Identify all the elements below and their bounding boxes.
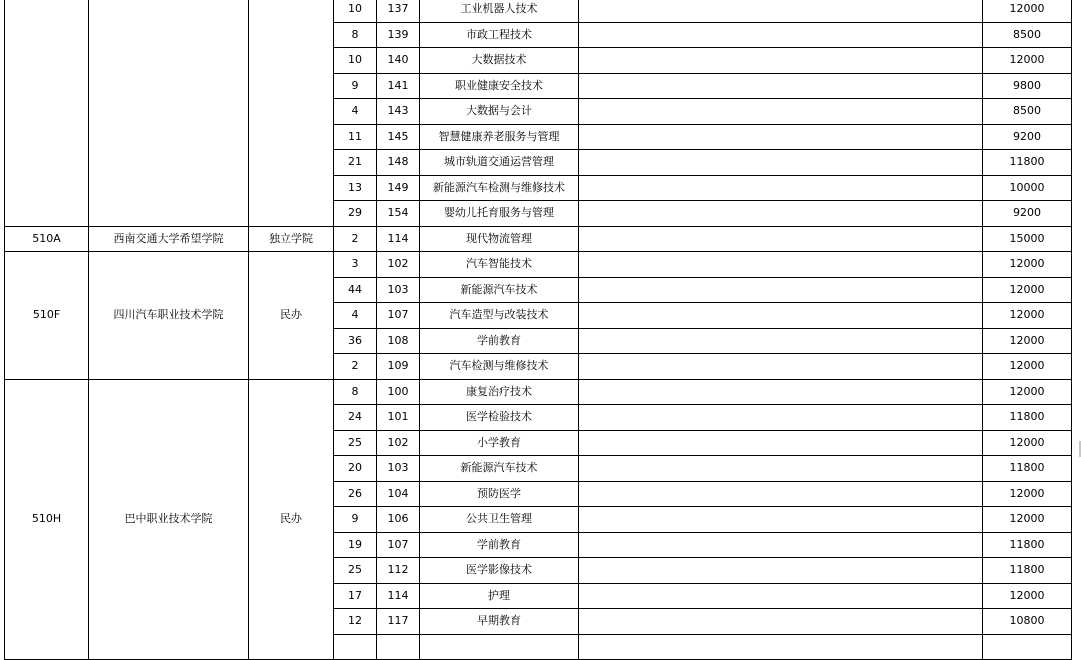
plan-count-cell: 44: [334, 277, 377, 303]
major-code-cell: 109: [377, 354, 420, 380]
tuition-fee-cell: 12000: [983, 507, 1072, 533]
major-name-cell: 城市轨道交通运营管理: [420, 150, 579, 176]
note-cell: [579, 73, 983, 99]
school-name-cell: [89, 0, 249, 226]
note-cell: [579, 583, 983, 609]
note-cell: [579, 226, 983, 252]
major-code-cell: 102: [377, 252, 420, 278]
tuition-fee-cell: 12000: [983, 583, 1072, 609]
plan-count-cell: 2: [334, 354, 377, 380]
note-cell: [579, 124, 983, 150]
major-name-cell: 大数据与会计: [420, 99, 579, 125]
plan-count-cell: 17: [334, 583, 377, 609]
major-code-cell: 100: [377, 379, 420, 405]
school-code-cell: [5, 0, 89, 226]
note-cell: [579, 430, 983, 456]
major-name-cell: 汽车造型与改装技术: [420, 303, 579, 329]
major-code-cell: 103: [377, 456, 420, 482]
tuition-fee-cell: 12000: [983, 481, 1072, 507]
tuition-fee-cell: 11800: [983, 532, 1072, 558]
major-code-cell: 137: [377, 0, 420, 22]
major-code-cell: 112: [377, 558, 420, 584]
school-name-cell: 四川汽车职业技术学院: [89, 252, 249, 380]
major-code-cell: 149: [377, 175, 420, 201]
major-code-cell: 103: [377, 277, 420, 303]
tuition-fee-cell: 9800: [983, 73, 1072, 99]
note-cell: [579, 354, 983, 380]
tuition-fee-cell: 8500: [983, 22, 1072, 48]
major-name-cell: 新能源汽车检测与维修技术: [420, 175, 579, 201]
school-type-cell: [249, 0, 334, 226]
note-cell: [579, 456, 983, 482]
plan-count-cell: 25: [334, 430, 377, 456]
major-name-cell: 汽车智能技术: [420, 252, 579, 278]
major-code-cell: 145: [377, 124, 420, 150]
note-cell: [579, 328, 983, 354]
major-code-cell: 117: [377, 609, 420, 635]
note-cell: [579, 379, 983, 405]
major-code-cell: 141: [377, 73, 420, 99]
school-type-cell: 民办: [249, 379, 334, 660]
admission-plan-table: [4, 0, 1072, 660]
note-cell: [579, 558, 983, 584]
tuition-fee-cell: 10800: [983, 609, 1072, 635]
major-code-cell: 108: [377, 328, 420, 354]
major-name-cell: 新能源汽车技术: [420, 456, 579, 482]
major-name-cell: 职业健康安全技术: [420, 73, 579, 99]
major-name-cell: 婴幼儿托育服务与管理: [420, 201, 579, 227]
tuition-fee-cell: 12000: [983, 48, 1072, 74]
major-name-cell: 大数据技术: [420, 48, 579, 74]
major-code-cell: 148: [377, 150, 420, 176]
table-row: [5, 379, 1072, 405]
table-row: [5, 252, 1072, 278]
major-code-cell: 107: [377, 303, 420, 329]
plan-count-cell: 11: [334, 124, 377, 150]
major-code-cell: 139: [377, 22, 420, 48]
tuition-fee-cell: 12000: [983, 277, 1072, 303]
note-cell: [579, 150, 983, 176]
tuition-fee-cell: 11800: [983, 405, 1072, 431]
note-cell: [579, 277, 983, 303]
tuition-fee-cell: 12000: [983, 328, 1072, 354]
major-code-cell: 114: [377, 583, 420, 609]
major-code-cell: 102: [377, 430, 420, 456]
table-body: [5, 0, 1072, 660]
major-code-cell: 154: [377, 201, 420, 227]
major-name-cell: 新能源汽车技术: [420, 277, 579, 303]
plan-count-cell: 12: [334, 609, 377, 635]
major-name-cell: 智慧健康养老服务与管理: [420, 124, 579, 150]
major-name-cell: 小学教育: [420, 430, 579, 456]
major-name-cell: 市政工程技术: [420, 22, 579, 48]
major-name-cell: 医学影像技术: [420, 558, 579, 584]
note-cell: [579, 48, 983, 74]
major-name-cell: 学前教育: [420, 328, 579, 354]
tuition-fee-cell: 12000: [983, 303, 1072, 329]
plan-count-cell: 26: [334, 481, 377, 507]
major-name-cell: 预防医学: [420, 481, 579, 507]
school-code-cell: 510A: [5, 226, 89, 252]
plan-count-cell: 8: [334, 379, 377, 405]
major-code-cell: 104: [377, 481, 420, 507]
plan-count-cell: 13: [334, 175, 377, 201]
table-row: [5, 0, 1072, 22]
note-cell: [579, 22, 983, 48]
major-code-cell: 140: [377, 48, 420, 74]
plan-count-cell: 9: [334, 507, 377, 533]
major-code-cell: 143: [377, 99, 420, 125]
plan-count-cell: 19: [334, 532, 377, 558]
major-name-cell: 汽车检测与维修技术: [420, 354, 579, 380]
note-cell: [579, 609, 983, 635]
plan-count-cell: 24: [334, 405, 377, 431]
tuition-fee-cell: 12000: [983, 430, 1072, 456]
school-name-cell: 巴中职业技术学院: [89, 379, 249, 660]
note-cell: [579, 405, 983, 431]
tuition-fee-cell: 9200: [983, 201, 1072, 227]
note-cell: [579, 175, 983, 201]
major-name-cell: 医学检验技术: [420, 405, 579, 431]
plan-count-cell: 29: [334, 201, 377, 227]
major-name-cell: 早期教育: [420, 609, 579, 635]
school-name-cell: 西南交通大学希望学院: [89, 226, 249, 252]
note-cell: [579, 99, 983, 125]
note-cell: [579, 303, 983, 329]
note-cell: [579, 507, 983, 533]
major-name-cell: 康复治疗技术: [420, 379, 579, 405]
plan-count-cell: 10: [334, 48, 377, 74]
major-code-cell: 101: [377, 405, 420, 431]
tuition-fee-cell: 10000: [983, 175, 1072, 201]
plan-count-cell: 2: [334, 226, 377, 252]
tuition-fee-cell: 9200: [983, 124, 1072, 150]
school-type-cell: 民办: [249, 252, 334, 380]
major-code-cell: 106: [377, 507, 420, 533]
major-name-cell: 工业机器人技术: [420, 0, 579, 22]
major-name-cell: 现代物流管理: [420, 226, 579, 252]
plan-count-cell: 3: [334, 252, 377, 278]
plan-count-cell: 25: [334, 558, 377, 584]
note-cell: [579, 252, 983, 278]
school-code-cell: 510H: [5, 379, 89, 660]
plan-count-cell: 4: [334, 99, 377, 125]
tuition-fee-cell: 15000: [983, 226, 1072, 252]
note-cell: [579, 481, 983, 507]
note-cell: [579, 201, 983, 227]
tuition-fee-cell: 8500: [983, 99, 1072, 125]
tuition-fee-cell: 12000: [983, 252, 1072, 278]
major-name-cell: 护理: [420, 583, 579, 609]
plan-count-cell: 4: [334, 303, 377, 329]
plan-count-cell: 20: [334, 456, 377, 482]
plan-count-cell: 9: [334, 73, 377, 99]
plan-count-cell: 36: [334, 328, 377, 354]
table-row: [5, 226, 1072, 252]
tuition-fee-cell: 12000: [983, 354, 1072, 380]
school-type-cell: 独立学院: [249, 226, 334, 252]
plan-count-cell: 21: [334, 150, 377, 176]
plan-count-cell: 10: [334, 0, 377, 22]
tuition-fee-cell: 11800: [983, 558, 1072, 584]
note-cell: [579, 0, 983, 22]
note-cell: [579, 532, 983, 558]
major-name-cell: 学前教育: [420, 532, 579, 558]
tuition-fee-cell: 11800: [983, 150, 1072, 176]
tuition-fee-cell: 12000: [983, 379, 1072, 405]
major-code-cell: 107: [377, 532, 420, 558]
plan-count-cell: 8: [334, 22, 377, 48]
major-name-cell: 公共卫生管理: [420, 507, 579, 533]
major-code-cell: 114: [377, 226, 420, 252]
tuition-fee-cell: 11800: [983, 456, 1072, 482]
school-code-cell: 510F: [5, 252, 89, 380]
tuition-fee-cell: 12000: [983, 0, 1072, 22]
